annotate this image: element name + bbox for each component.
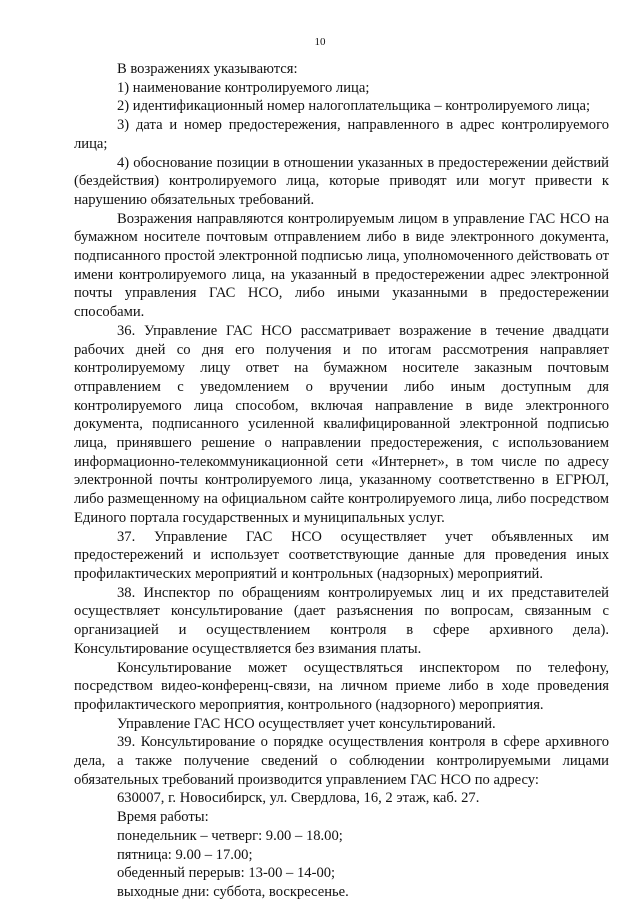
paragraph: 1) наименование контролируемого лица;: [117, 79, 370, 96]
paragraph: В возражениях указываются:: [117, 61, 298, 77]
paragraph: 4) обоснование позиции в отношении указанных в предостережении действий (бездействия) контролируемого лица, которые приводят или могут привести к нарушению обязательных требований.: [74, 154, 609, 208]
schedule-heading: Время работы:: [117, 809, 209, 826]
schedule-line: выходные дни: суббота, воскресенье.: [117, 883, 349, 900]
document-body: [74, 60, 609, 902]
schedule-line: обеденный перерыв: 13-00 – 14-00;: [117, 865, 336, 882]
paragraph: Возражения направляются контролируемым лицом в управление ГАС НСО на бумажном носителе почтовым отправлением либо в виде электронного документа, подписанного простой электронной подписью лица, уполномоченного действовать от имени контролируемого лица, на указанный в предостережении адрес электронной почты управления ГАС НСО, либо иными указанными в предостережении способами.: [74, 210, 609, 321]
paragraph: Управление ГАС НСО осуществляет учет консультирований.: [117, 715, 496, 732]
address-line: 630007, г. Новосибирск, ул. Свердлова, 16, 2 этаж, каб. 27.: [117, 790, 480, 807]
paragraph: 3) дата и номер предостережения, направленного в адрес контролируемого лица;: [74, 117, 609, 152]
paragraph: 36. Управление ГАС НСО рассматривает возражение в течение двадцати рабочих дней со дня его получения и по итогам рассмотрения направляет контролируемому лицу ответ на бумажном носителе заказным почтовым отправлением с уведомлением о вручении либо иным доступным для контролируемого лица способом, включая направление в виде электронного документа, подписанного усиленной квалифицированной электронной подписью лица, принявшего решение о направлении предостережения, с использованием информационно-телекоммуникационной сети «Интернет», в том числе по адресу электронной почты контролируемого лица, указанному соответственно в ЕГРЮЛ, либо размещенному на официальном сайте контролируемого лица, либо посредством Единого портала государственных и муниципальных услуг.: [74, 322, 609, 526]
paragraph: Консультирование может осуществляться инспектором по телефону, посредством видео-конференц-связи, на личном приеме либо в ходе проведения профилактического мероприятия, контрольного (надзорного) мероприятия.: [74, 659, 609, 713]
paragraph: 38. Инспектор по обращениям контролируемых лиц и их представителей осуществляет консультирование (дает разъяснения по вопросам, связанным с организацией и осуществлением контроля в сфере архивного дела). Консультирование осуществляется без взимания платы.: [74, 584, 609, 657]
schedule-line: пятница: 9.00 – 17.00;: [117, 846, 253, 863]
paragraph: 39. Консультирование о порядке осуществления контроля в сфере архивного дела, а также получение сведений о соблюдении контролируемыми лицами обязательных требований производится управлением ГАС НСО по адресу:: [74, 734, 609, 788]
paragraph: 37. Управление ГАС НСО осуществляет учет объявленных им предостережений и использует соответствующие данные для проведения иных профилактических мероприятий и контрольных (надзорных) мероприятий.: [74, 528, 609, 582]
page-number: 10: [314, 36, 326, 48]
paragraph: 2) идентификационный номер налогоплательщика – контролируемого лица;: [117, 98, 591, 115]
schedule-line: понедельник – четверг: 9.00 – 18.00;: [117, 827, 343, 844]
